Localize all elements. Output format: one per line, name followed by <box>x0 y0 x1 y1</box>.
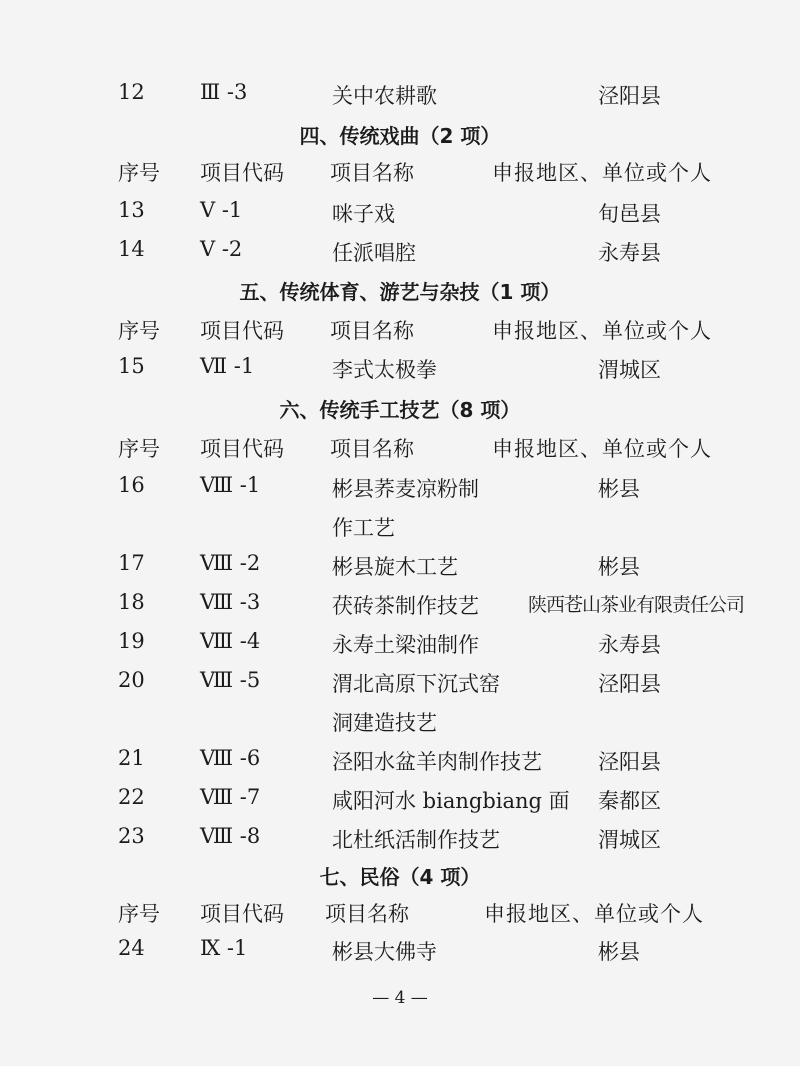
row-region: 泾阳县 <box>598 672 661 696</box>
table-header <box>0 157 800 193</box>
row-number: 23 <box>118 824 145 848</box>
row-name: 任派唱腔 <box>332 241 416 265</box>
header-name: 项目名称 <box>325 902 409 926</box>
header-code: 项目代码 <box>200 161 284 185</box>
row-region: 旬邑县 <box>598 202 661 226</box>
row-name: 彬县旋木工艺 <box>332 555 458 579</box>
row-region: 彬县 <box>598 940 640 964</box>
row-name: 彬县大佛寺 <box>332 940 437 964</box>
row-code: Ⅷ -2 <box>200 551 261 575</box>
header-no: 序号 <box>118 902 160 926</box>
section-title: 六、传统手工技艺（8 项） <box>279 398 521 422</box>
row-number: 15 <box>118 354 145 378</box>
row-name: 关中农耕歌 <box>332 84 437 108</box>
header-no: 序号 <box>118 437 160 461</box>
table-row <box>0 80 800 116</box>
row-name: 渭北高原下沉式窑 <box>332 672 500 696</box>
row-code: Ⅷ -8 <box>200 824 261 848</box>
section-title: 五、传统体育、游艺与杂技（1 项） <box>239 280 561 304</box>
table-row <box>0 824 800 860</box>
table-row <box>0 629 800 665</box>
table-header <box>0 315 800 351</box>
table-row <box>0 237 800 273</box>
header-name: 项目名称 <box>330 437 414 461</box>
row-code: Ⅸ -1 <box>200 936 248 960</box>
table-row <box>0 551 800 587</box>
row-region: 陕西苍山茶业有限责任公司 <box>528 594 745 616</box>
row-name: 北杜纸活制作技艺 <box>332 828 500 852</box>
header-code: 项目代码 <box>200 319 284 343</box>
row-region: 永寿县 <box>598 241 661 265</box>
row-code: Ⅷ -4 <box>200 629 261 653</box>
row-region: 永寿县 <box>598 633 661 657</box>
row-code: Ⅷ -6 <box>200 746 261 770</box>
row-name: 彬县荞麦凉粉制 <box>332 477 479 501</box>
row-number: 19 <box>118 629 145 653</box>
row-number: 18 <box>118 590 145 614</box>
row-number: 12 <box>118 80 145 104</box>
row-region: 渭城区 <box>598 828 661 852</box>
row-region: 秦都区 <box>598 789 661 813</box>
row-region: 泾阳县 <box>598 750 661 774</box>
row-code: Ⅷ -1 <box>200 473 261 497</box>
table-header <box>0 898 800 934</box>
row-code: Ⅷ -3 <box>200 590 261 614</box>
table-header <box>0 433 800 469</box>
row-name-continued: 洞建造技艺 <box>332 711 437 735</box>
header-region: 申报地区、单位或个人 <box>492 161 712 185</box>
row-name: 李式太极拳 <box>332 358 437 382</box>
row-number: 13 <box>118 198 145 222</box>
row-region: 彬县 <box>598 555 640 579</box>
row-name: 茯砖茶制作技艺 <box>332 594 479 618</box>
row-name: 泾阳水盆羊肉制作技艺 <box>332 750 542 774</box>
row-region: 渭城区 <box>598 358 661 382</box>
row-number: 20 <box>118 668 145 692</box>
table-row <box>0 668 800 704</box>
table-row <box>0 746 800 782</box>
row-code: Ⅶ -1 <box>200 354 255 378</box>
row-name: 永寿土梁油制作 <box>332 633 479 657</box>
table-row <box>0 198 800 234</box>
header-region: 申报地区、单位或个人 <box>484 902 704 926</box>
header-region: 申报地区、单位或个人 <box>492 437 712 461</box>
table-row <box>0 590 800 626</box>
header-no: 序号 <box>118 319 160 343</box>
header-name: 项目名称 <box>330 319 414 343</box>
header-no: 序号 <box>118 161 160 185</box>
table-row <box>0 473 800 509</box>
row-number: 22 <box>118 785 145 809</box>
header-name: 项目名称 <box>330 161 414 185</box>
header-code: 项目代码 <box>200 437 284 461</box>
row-code: Ⅲ -3 <box>200 80 248 104</box>
section-title: 七、民俗（4 项） <box>319 865 481 889</box>
header-code: 项目代码 <box>200 902 284 926</box>
row-name: 咪子戏 <box>332 202 395 226</box>
header-region: 申报地区、单位或个人 <box>492 319 712 343</box>
row-code: Ⅴ -2 <box>200 237 243 261</box>
table-row <box>0 785 800 821</box>
page-number: — 4 — <box>372 988 428 1008</box>
section-title: 四、传统戏曲（2 项） <box>299 124 501 148</box>
row-number: 24 <box>118 936 145 960</box>
row-code: Ⅷ -7 <box>200 785 261 809</box>
row-code: Ⅴ -1 <box>200 198 243 222</box>
row-name: 咸阳河水 biangbiang 面 <box>332 789 570 813</box>
row-region: 彬县 <box>598 477 640 501</box>
row-name-continued: 作工艺 <box>332 516 395 540</box>
row-region: 泾阳县 <box>598 84 661 108</box>
row-number: 16 <box>118 473 145 497</box>
table-row <box>0 354 800 390</box>
table-row <box>0 936 800 972</box>
row-code: Ⅷ -5 <box>200 668 261 692</box>
row-number: 14 <box>118 237 145 261</box>
row-number: 17 <box>118 551 145 575</box>
row-number: 21 <box>118 746 145 770</box>
